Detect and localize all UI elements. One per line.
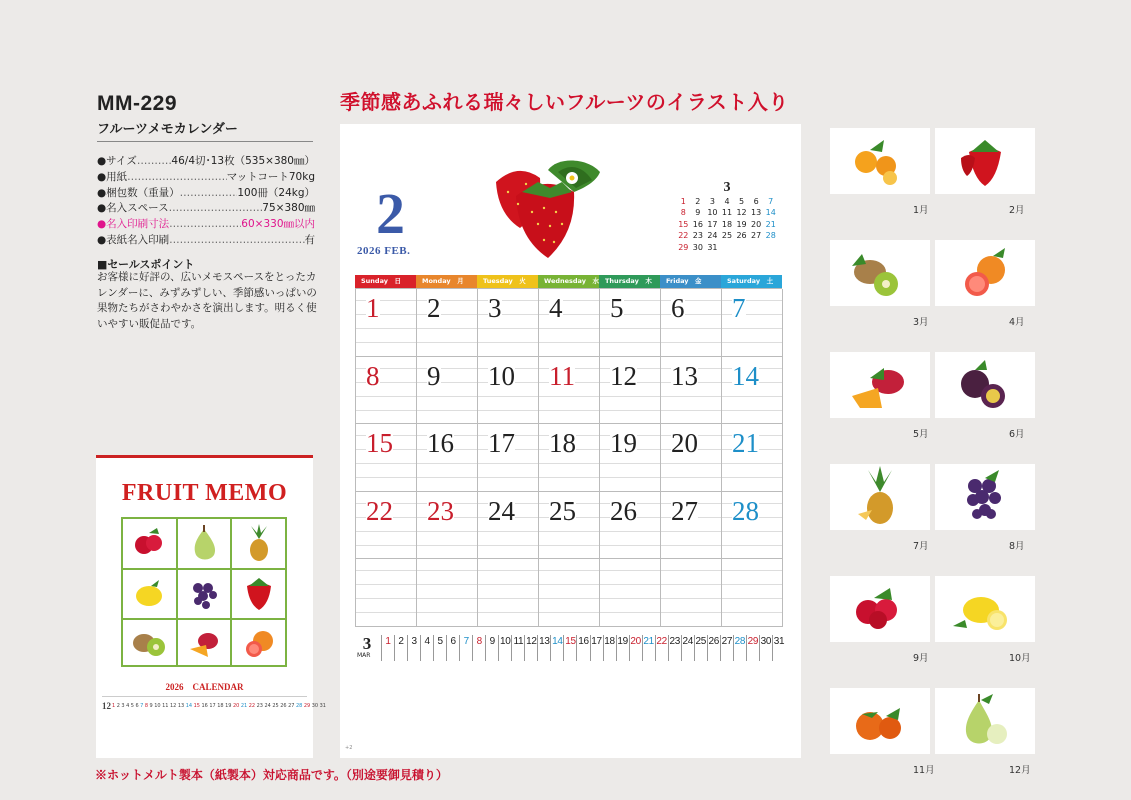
weekday-label: Monday 月 xyxy=(416,275,477,288)
pear-icon xyxy=(178,519,231,568)
cover-strip-day: 16 xyxy=(201,702,208,709)
date-number: 21 xyxy=(732,428,759,458)
kumquat-card xyxy=(830,128,930,194)
date-cell xyxy=(600,559,661,627)
month-label: 9月 xyxy=(913,653,929,664)
lemon-card xyxy=(935,576,1035,642)
spec-value: 46/4切･13枚（535×380㎜） xyxy=(171,155,315,167)
mango-icon xyxy=(178,620,231,665)
mini-date: 2 xyxy=(695,197,701,206)
kumquat-icon xyxy=(830,128,930,194)
mini-date: 27 xyxy=(751,231,762,241)
date-number: 25 xyxy=(549,495,576,526)
cover-strip-day: 29 xyxy=(303,702,311,709)
spec-value: マットコート70kg xyxy=(226,170,315,183)
cover-strip-day: 28 xyxy=(295,702,303,709)
cover-strip-day: 22 xyxy=(248,702,256,709)
mini-date: 10 xyxy=(707,208,718,218)
date-cell xyxy=(661,492,722,560)
lemon-icon xyxy=(123,570,176,619)
date-cell xyxy=(478,559,539,627)
strip-day: 31 xyxy=(772,635,785,661)
strip-day: 21 xyxy=(642,635,655,661)
cover-strip-day: 9 xyxy=(149,702,153,709)
month-label: 12月 xyxy=(1009,765,1031,776)
footer-note: ※ホットメルト製本（紙製本）対応商品です。（別途要御見積り） xyxy=(95,768,448,782)
date-cell xyxy=(417,357,478,425)
calendar-year-label: 2026 FEB. xyxy=(357,245,411,257)
weekday-label: Wednesday 水 xyxy=(538,275,599,288)
spec-label: ●名入印刷寸法 xyxy=(97,218,170,231)
calendar-month-number: 2 xyxy=(376,181,405,246)
date-number: 15 xyxy=(366,428,393,458)
spec-row xyxy=(97,217,315,233)
date-cell xyxy=(356,289,417,357)
mini-date: 26 xyxy=(736,231,747,241)
month-label: 4月 xyxy=(1009,317,1025,328)
date-cell xyxy=(722,492,783,560)
mini-date: 6 xyxy=(753,197,759,206)
mini-date: 15 xyxy=(678,219,689,229)
strip-day: 1 xyxy=(381,635,394,661)
date-cell xyxy=(539,559,600,627)
date-cell xyxy=(539,357,600,425)
raspberry-icon xyxy=(830,576,930,642)
mini-date: 1 xyxy=(680,197,686,206)
mini-month: 3 xyxy=(723,180,731,195)
cover-strip-day: 27 xyxy=(288,702,295,709)
strip-day: 26 xyxy=(707,635,720,661)
cover-strip-days xyxy=(112,703,326,709)
date-cell xyxy=(600,289,661,357)
spec-value: 有 xyxy=(304,233,315,246)
date-number: 9 xyxy=(427,360,441,391)
date-number: 14 xyxy=(732,360,759,391)
spec-leader xyxy=(180,186,238,202)
mini-date: 8 xyxy=(680,208,686,218)
cover-strip-day: 6 xyxy=(135,702,139,709)
date-cell xyxy=(356,424,417,492)
pineapple-icon xyxy=(830,464,930,530)
mango-card xyxy=(830,352,930,418)
grapefruit-icon xyxy=(935,240,1035,306)
cover-strip-month: 12 xyxy=(102,700,111,711)
strip-day: 13 xyxy=(537,635,550,661)
mini-date: 23 xyxy=(692,231,703,241)
spec-label: ●用紙 xyxy=(97,170,128,183)
date-cell xyxy=(661,424,722,492)
pineapple-icon xyxy=(232,519,285,568)
strip-day: 9 xyxy=(485,635,498,661)
mini-date: 22 xyxy=(678,231,689,241)
date-cell xyxy=(478,357,539,425)
cover-strip-day: 18 xyxy=(217,702,224,709)
date-number: 16 xyxy=(427,428,454,458)
date-number: 7 xyxy=(732,293,746,323)
cover-strip-day: 31 xyxy=(319,702,326,709)
month-label: 3月 xyxy=(913,317,929,328)
mini-date: 20 xyxy=(751,219,762,229)
cover-strip-day: 17 xyxy=(209,702,216,709)
pear-icon xyxy=(935,688,1035,754)
strip-day: 2 xyxy=(394,635,407,661)
strip-days xyxy=(381,635,785,661)
strip-day: 6 xyxy=(446,635,459,661)
date-number: 1 xyxy=(366,293,380,323)
spec-leader xyxy=(169,233,304,249)
grape-card xyxy=(935,464,1035,530)
strip-day: 15 xyxy=(563,635,576,661)
strip-month-label: MAR xyxy=(357,652,371,659)
strip-day: 11 xyxy=(511,635,524,661)
cover-strip-day: 20 xyxy=(232,702,240,709)
date-number: 8 xyxy=(366,360,380,391)
plum-card xyxy=(935,352,1035,418)
date-cell xyxy=(600,492,661,560)
persimmon-icon xyxy=(830,688,930,754)
date-cell xyxy=(722,559,783,627)
strip-day: 23 xyxy=(668,635,681,661)
spec-value: 100冊（24kg） xyxy=(237,186,315,199)
headline: 季節感あふれる瑞々しいフルーツのイラスト入り xyxy=(340,90,789,114)
cover-date-strip xyxy=(102,696,326,714)
strip-day: 18 xyxy=(603,635,616,661)
strip-day: 8 xyxy=(472,635,485,661)
mini-date: 14 xyxy=(765,208,776,218)
spec-label: ●表紙名入印刷 xyxy=(97,233,170,246)
cover-strip-day: 19 xyxy=(225,702,232,709)
date-cell xyxy=(539,424,600,492)
strawberry-icon xyxy=(232,570,285,619)
date-cell xyxy=(356,492,417,560)
cover-strip-day: 13 xyxy=(177,702,185,709)
date-number: 20 xyxy=(671,428,698,458)
sales-heading: ■セールスポイント xyxy=(97,258,195,271)
weekday-label: Friday 金 xyxy=(660,275,721,288)
cover-strip-day: 12 xyxy=(169,702,177,709)
strip-day: 27 xyxy=(720,635,733,661)
date-number: 26 xyxy=(610,495,637,526)
strip-day: 22 xyxy=(655,635,668,661)
mini-date: 18 xyxy=(721,219,733,229)
spec-row xyxy=(97,170,315,186)
spec-label: ●梱包数（重量） xyxy=(97,186,180,199)
mini-date: 21 xyxy=(765,219,776,229)
grapefruit-icon xyxy=(232,620,285,665)
weekday-label: Thursday 木 xyxy=(599,275,660,288)
date-number: 12 xyxy=(610,360,637,391)
mini-date: 9 xyxy=(695,208,701,218)
strip-day: 12 xyxy=(524,635,537,661)
strip-day: 5 xyxy=(433,635,446,661)
mini-date: 7 xyxy=(768,197,774,206)
date-cell xyxy=(661,559,722,627)
cover-thumbnail xyxy=(96,455,326,758)
strip-day: 16 xyxy=(576,635,589,661)
raspberry-icon xyxy=(123,519,176,568)
spec-leader xyxy=(137,154,172,170)
mini-date: 3 xyxy=(709,197,715,206)
mango-icon xyxy=(830,352,930,418)
strip-day: 20 xyxy=(629,635,642,661)
strip-day: 28 xyxy=(733,635,746,661)
strip-day: 30 xyxy=(759,635,772,661)
sheet-small-mark: +2 xyxy=(345,745,353,751)
date-number: 3 xyxy=(488,293,502,323)
strawberry-card xyxy=(935,128,1035,194)
mini-date: 5 xyxy=(739,197,745,206)
cover-strip-day: 1 xyxy=(112,702,116,709)
date-cell xyxy=(417,492,478,560)
mini-date: 28 xyxy=(765,231,776,241)
cover-strip-day: 21 xyxy=(240,702,248,709)
product-name: フルーツメモカレンダー xyxy=(97,122,238,137)
mini-date: 11 xyxy=(721,208,733,218)
mini-date: 4 xyxy=(724,197,730,206)
cover-strip-day: 30 xyxy=(311,702,319,709)
month-label: 1月 xyxy=(913,205,929,216)
strip-day: 17 xyxy=(590,635,603,661)
strip-day: 14 xyxy=(550,635,563,661)
mini-date: 19 xyxy=(736,219,747,229)
cover-strip-day: 4 xyxy=(126,702,130,709)
date-cell xyxy=(600,357,661,425)
strip-day: 4 xyxy=(420,635,433,661)
date-cell xyxy=(478,289,539,357)
date-cell xyxy=(539,289,600,357)
kiwi-card xyxy=(830,240,930,306)
date-cell xyxy=(478,492,539,560)
date-cell xyxy=(600,424,661,492)
spec-row xyxy=(97,201,315,217)
spec-label: ●名入スペース xyxy=(97,202,169,215)
cover-fruit-grid xyxy=(121,517,287,667)
date-cell xyxy=(722,424,783,492)
persimmon-card xyxy=(830,688,930,754)
strawberry-icon xyxy=(935,128,1035,194)
date-cell xyxy=(722,357,783,425)
month-label: 2月 xyxy=(1009,205,1025,216)
date-number: 4 xyxy=(549,293,563,323)
date-cell xyxy=(417,559,478,627)
cover-strip-day: 7 xyxy=(140,702,144,709)
mini-date: 25 xyxy=(721,231,733,241)
strip-month: 3 xyxy=(362,634,372,653)
month-label: 7月 xyxy=(913,541,929,552)
spec-value: 60×330㎜以内 xyxy=(241,218,315,231)
date-number: 19 xyxy=(610,428,637,458)
cover-title: FRUIT MEMO xyxy=(121,480,288,506)
date-cell xyxy=(539,492,600,560)
kiwi-icon xyxy=(123,620,176,665)
strip-day: 29 xyxy=(746,635,759,661)
divider xyxy=(97,141,313,142)
date-number: 23 xyxy=(427,495,454,526)
strip-day: 7 xyxy=(459,635,472,661)
sales-text: お客様に好評の、広いメモスペースをとったカレンダーに、みずみずしい、季節感いっぱいの果物たちがさわやかさを演出します。明るく使いやすい販促品です。 xyxy=(97,271,317,330)
date-number: 13 xyxy=(671,360,698,391)
spec-leader xyxy=(169,217,241,233)
cover-strip-day: 26 xyxy=(280,702,287,709)
date-number: 2 xyxy=(427,293,441,323)
spec-list xyxy=(97,154,315,249)
kiwi-icon xyxy=(830,240,930,306)
product-model: MM-229 xyxy=(97,92,178,115)
spec-row xyxy=(97,154,315,170)
cover-caption: 2026 CALENDAR xyxy=(165,682,244,692)
weekday-label: Tuesday 火 xyxy=(477,275,538,288)
cover-strip-day: 23 xyxy=(256,702,263,709)
mini-date: 17 xyxy=(707,219,718,229)
pineapple-card xyxy=(830,464,930,530)
strip-day: 24 xyxy=(681,635,694,661)
strip-day: 3 xyxy=(407,635,420,661)
cover-strip-day: 11 xyxy=(162,702,169,709)
spec-leader xyxy=(169,201,263,217)
month-grid xyxy=(355,275,782,632)
raspberry-card xyxy=(830,576,930,642)
cover-strip-day: 15 xyxy=(193,702,200,709)
grapefruit-card xyxy=(935,240,1035,306)
date-number: 5 xyxy=(610,293,624,323)
weekday-header xyxy=(355,275,782,288)
date-number: 18 xyxy=(549,428,576,458)
mini-date: 31 xyxy=(707,242,718,252)
mini-calendar-next xyxy=(676,181,778,253)
grape-icon xyxy=(935,464,1035,530)
mini-date: 30 xyxy=(692,242,703,252)
plum-icon xyxy=(935,352,1035,418)
cover-strip-day: 24 xyxy=(264,702,271,709)
month-label: 8月 xyxy=(1009,541,1025,552)
date-cell xyxy=(417,424,478,492)
pear-card xyxy=(935,688,1035,754)
date-number: 17 xyxy=(488,428,515,458)
date-number: 28 xyxy=(732,495,759,526)
date-cells xyxy=(355,288,782,627)
date-cell xyxy=(356,357,417,425)
month-label: 6月 xyxy=(1009,429,1025,440)
mini-grid xyxy=(676,196,778,253)
strawberry-illustration xyxy=(488,152,613,266)
date-number: 22 xyxy=(366,495,393,526)
mini-date: 13 xyxy=(751,208,762,218)
date-number: 27 xyxy=(671,495,698,526)
grape-icon xyxy=(178,570,231,619)
date-number: 10 xyxy=(488,360,515,391)
cover-strip-day: 3 xyxy=(121,702,125,709)
strip-day: 10 xyxy=(498,635,511,661)
strip-day: 25 xyxy=(694,635,707,661)
cover-strip-day: 5 xyxy=(130,702,134,709)
weekday-label: Saturday 土 xyxy=(721,275,782,288)
month-label: 10月 xyxy=(1009,653,1031,664)
mini-date: 12 xyxy=(736,208,747,218)
spec-value: 75×380㎜ xyxy=(262,202,315,215)
cover-strip-day: 14 xyxy=(185,702,193,709)
cover-strip-day: 2 xyxy=(116,702,120,709)
mini-date: 16 xyxy=(692,219,703,229)
spec-label: ●サイズ xyxy=(97,155,137,167)
cover-strip-day: 10 xyxy=(154,702,161,709)
date-number: 6 xyxy=(671,293,685,323)
date-cell xyxy=(661,357,722,425)
spec-row xyxy=(97,186,315,202)
month-label: 5月 xyxy=(913,429,929,440)
lemon-icon xyxy=(935,576,1035,642)
date-cell xyxy=(478,424,539,492)
next-month-strip xyxy=(357,635,785,661)
date-cell xyxy=(722,289,783,357)
date-cell xyxy=(356,559,417,627)
date-number: 11 xyxy=(549,360,575,391)
cover-strip-day: 25 xyxy=(272,702,279,709)
date-cell xyxy=(661,289,722,357)
month-label: 11月 xyxy=(913,765,935,776)
mini-date: 24 xyxy=(707,231,718,241)
cover-strip-day: 8 xyxy=(144,702,148,709)
weekday-label: Sunday 日 xyxy=(355,275,416,288)
date-number: 24 xyxy=(488,495,515,526)
spec-leader xyxy=(127,170,227,186)
spec-row xyxy=(97,233,315,249)
strip-day: 19 xyxy=(616,635,629,661)
mini-date: 29 xyxy=(678,242,689,252)
date-cell xyxy=(417,289,478,357)
